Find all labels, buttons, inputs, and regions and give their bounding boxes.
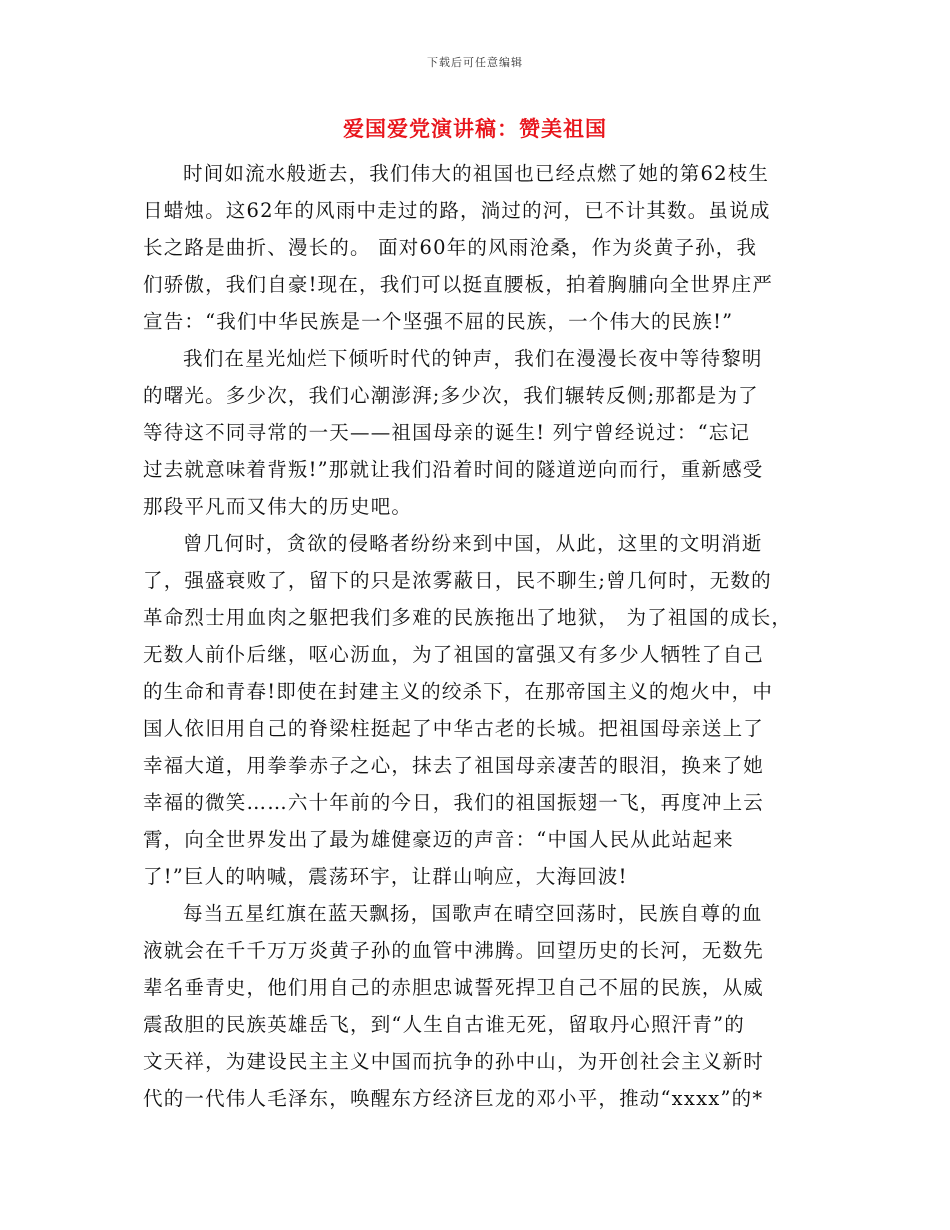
paragraph-2 — [143, 340, 818, 525]
text-line: 的生命和青春!即使在封建主义的绞杀下，在那帝国主义的炮火中，中 — [143, 680, 774, 703]
text-line: 液就会在千千万万炎黄子孙的血管中沸腾。回望历史的长河，无数先 — [143, 939, 765, 962]
page-header-note: 下载后可任意编辑 — [427, 56, 523, 69]
text-line: 每当五星红旗在蓝天飘扬，国歌声在晴空回荡时，民族自尊的血 — [183, 902, 763, 925]
text-line: 代的一代伟人毛泽东，唤醒东方经济巨龙的邓小平，推动“xxxx”的* — [143, 1087, 764, 1110]
paragraph-1 — [143, 155, 818, 340]
text-line: 霄，向全世界发出了最为雄健豪迈的声音：“中国人民从此站起来 — [143, 828, 734, 851]
paragraph-3 — [143, 525, 818, 895]
document-title: 爱国爱党演讲稿：赞美祖国 — [343, 116, 607, 141]
text-line: 过去就意味着背叛!”那就让我们沿着时间的隧道逆向而行，重新感受 — [143, 458, 764, 481]
text-line: 们骄傲，我们自豪!现在，我们可以挺直腰板，拍着胸脯向全世界庄严 — [143, 273, 774, 296]
text-line: 辈名垂青史，他们用自己的赤胆忠诚誓死捍卫自己不屈的民族，从威 — [143, 976, 765, 999]
text-line: 时间如流水般逝去，我们伟大的祖国也已经点燃了她的第62枝生 — [183, 162, 770, 185]
text-line: 宣告：“我们中华民族是一个坚强不屈的民族，一个伟大的民族!” — [143, 310, 734, 333]
text-line: 幸福的微笑……六十年前的今日，我们的祖国振翅一飞，再度冲上云 — [143, 791, 765, 814]
text-line: 等待这不同寻常的一天——祖国母亲的诞生! 列宁曾经说过：“忘记 — [143, 421, 751, 444]
paragraph-4 — [143, 895, 818, 1117]
text-line: 那段平凡而又伟大的历史吧。 — [143, 495, 413, 518]
text-line: 了，强盛衰败了，留下的只是浓雾蔽日，民不聊生;曾几何时，无数的 — [143, 569, 772, 592]
text-line: 幸福大道，用拳拳赤子之心，抹去了祖国母亲凄苦的眼泪，换来了她 — [143, 754, 765, 777]
document-body — [143, 155, 818, 1117]
text-line: 了!”巨人的呐喊，震荡环宇，让群山响应，大海回波! — [143, 865, 628, 888]
text-line: 我们在星光灿烂下倾听时代的钟声，我们在漫漫长夜中等待黎明 — [183, 347, 763, 370]
text-line: 曾几何时，贪欲的侵略者纷纷来到中国，从此，这里的文明消逝 — [183, 532, 763, 555]
text-line: 长之路是曲折、漫长的。 面对60年的风雨沧桑，作为炎黄子孙，我 — [143, 236, 758, 259]
text-line: 的曙光。多少次，我们心潮澎湃;多少次，我们辗转反侧;那都是为了 — [143, 384, 759, 407]
text-line: 文天祥，为建设民主主义中国而抗争的孙中山，为开创社会主义新时 — [143, 1050, 765, 1073]
text-line: 震敌胆的民族英雄岳飞，到“人生自古谁无死，留取丹心照汗青”的 — [143, 1013, 745, 1036]
text-line: 日蜡烛。这62年的风雨中走过的路，淌过的河，已不计其数。虽说成 — [143, 199, 771, 222]
text-line: 无数人前仆后继，呕心沥血，为了祖国的富强又有多少人牺牲了自己 — [143, 643, 765, 666]
text-line: 革命烈士用血肉之躯把我们多难的民族拖出了地狱， 为了祖国的成长， — [143, 606, 793, 629]
text-line: 国人依旧用自己的脊梁柱挺起了中华古老的长城。把祖国母亲送上了 — [143, 717, 765, 740]
